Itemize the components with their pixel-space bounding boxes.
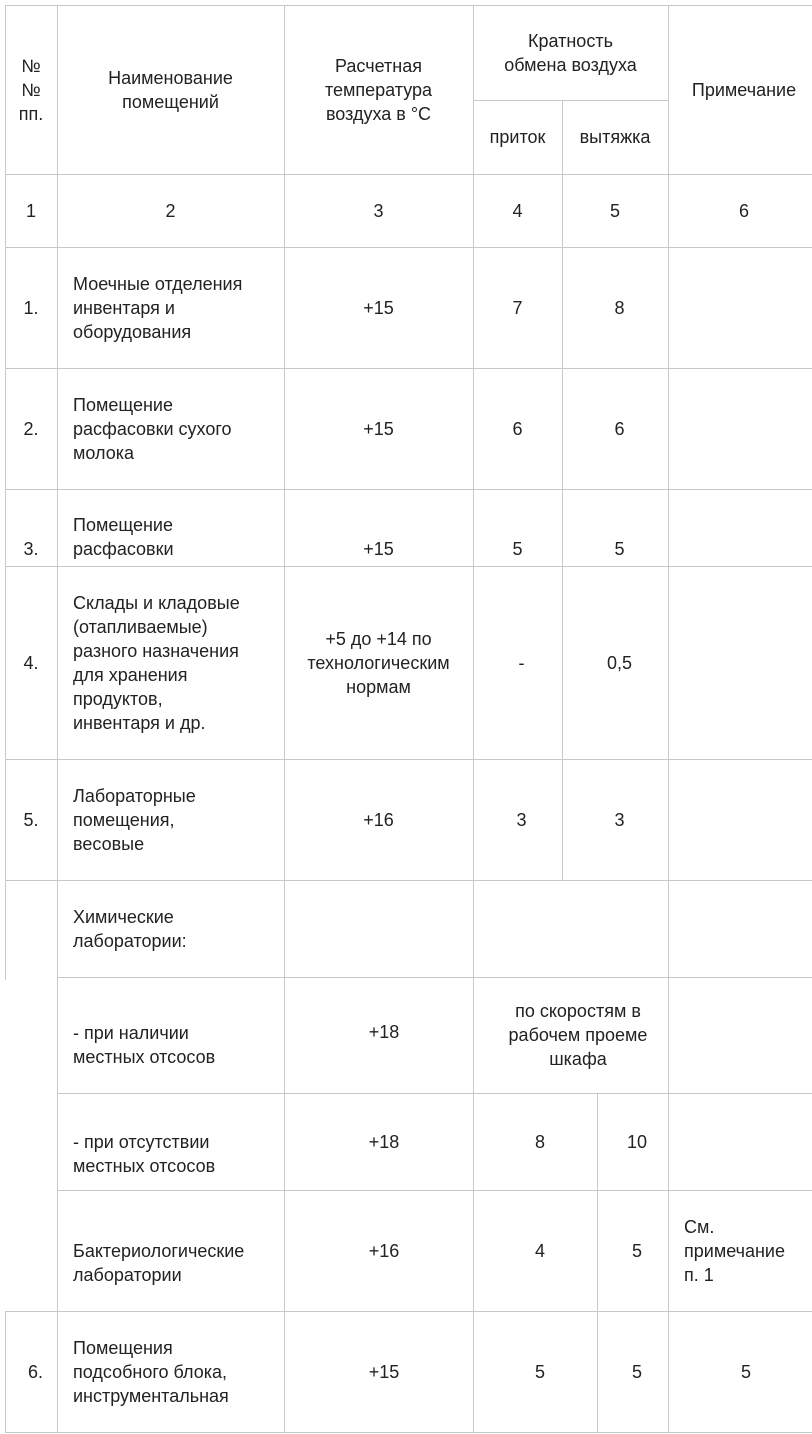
header-temp: Расчетная температура воздуха в °С (324, 55, 433, 124)
room-name: Помещение расфасовки сухого молока (73, 394, 232, 463)
header-num: № № пп. (18, 55, 44, 124)
exhaust-rate: 5 (614, 539, 625, 559)
room-name: - при наличии местных отсосов (73, 1023, 216, 1067)
header-name: Наименование помещений (108, 67, 233, 112)
temperature: +16 (363, 809, 394, 830)
note: 5 (740, 1361, 751, 1382)
supply-rate: - (518, 652, 525, 673)
room-name: Моечные отделения инвентаря и оборудования (73, 273, 243, 342)
temperature: +15 (363, 297, 394, 318)
supply-rate: 5 (512, 539, 523, 559)
column-number: 6 (738, 200, 749, 221)
row-num: 4. (23, 652, 39, 673)
temperature: +18 (368, 1131, 400, 1152)
row-num: 6. (27, 1361, 43, 1382)
temperature: +15 (363, 539, 394, 559)
supply-rate: 6 (512, 418, 523, 439)
column-number: 5 (609, 200, 620, 221)
exhaust-rate: 0,5 (606, 652, 633, 673)
room-name: Бактериологические лаборатории (73, 1240, 245, 1285)
supply-rate: 5 (534, 1361, 545, 1382)
room-name: Склады и кладовые (отапливаемые) разного назначения для хранения продуктов, инвентаря и др. (73, 592, 240, 733)
column-number: 3 (373, 200, 384, 221)
room-group-name: Химические лаборатории: (73, 906, 187, 951)
supply-rate: 4 (534, 1240, 545, 1261)
exhaust-rate: 8 (614, 297, 625, 318)
header-exhaust: вытяжка (579, 127, 651, 147)
supply-rate: 7 (512, 297, 523, 318)
room-name: Помещение расфасовки (73, 515, 174, 559)
column-number: 1 (25, 200, 36, 221)
header-note: Примечание (691, 79, 797, 100)
exhaust-rate: 6 (614, 418, 625, 439)
column-number: 4 (512, 200, 523, 221)
exhaust-rate: 5 (631, 1240, 642, 1261)
header-exchange: Кратность обмена воздуха (504, 30, 637, 75)
row-num: 2. (23, 418, 39, 439)
room-name: Помещения подсобного блока, инструментальная (73, 1337, 229, 1406)
exchange-by-velocity: по скоростям в рабочем проеме шкафа (508, 1001, 648, 1069)
temperature: +5 до +14 по технологическим нормам (307, 628, 450, 697)
rule (5, 489, 812, 490)
row-num: 5. (23, 809, 39, 830)
temperature: +18 (368, 1022, 400, 1042)
temperature: +16 (368, 1240, 400, 1261)
row-num: 3. (23, 539, 39, 559)
rule (5, 1432, 812, 1433)
note: См. примечание п. 1 (684, 1216, 785, 1285)
row-num: 1. (23, 297, 39, 318)
supply-rate: 8 (534, 1131, 545, 1152)
header-supply: приток (489, 127, 546, 147)
exhaust-rate: 10 (626, 1131, 648, 1152)
exhaust-rate: 5 (631, 1361, 642, 1382)
temperature: +15 (368, 1361, 400, 1382)
room-name: Лабораторные помещения, весовые (73, 785, 196, 854)
supply-rate: 3 (516, 809, 527, 830)
temperature: +15 (363, 418, 394, 439)
room-name: - при отсутствии местных отсосов (73, 1131, 216, 1176)
exhaust-rate: 3 (614, 809, 625, 830)
column-number: 2 (165, 200, 176, 221)
